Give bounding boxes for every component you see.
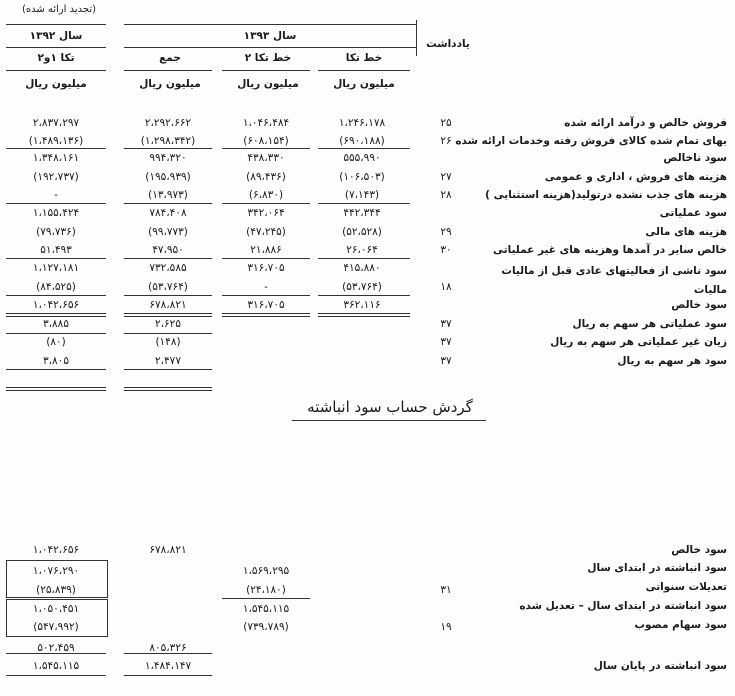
col-1392-value: (۱۹۲،۷۳۷) — [33, 171, 79, 183]
s2-col-total-value: ۶۷۸،۸۲۱ — [149, 544, 187, 556]
note-ref: ۲۷ — [440, 171, 452, 183]
col-1392-value: ۳،۸۸۵ — [43, 318, 69, 330]
rule-s2-final2 — [124, 675, 212, 676]
col-total-value: ۴۷،۹۵۰ — [152, 244, 184, 256]
rule-net — [124, 295, 212, 296]
row-label: سود ناشی از فعالیتهای عادی قبل از مالیات — [501, 265, 727, 277]
s2-col-line2-value: ۱،۵۶۹،۲۹۵ — [242, 565, 290, 577]
box-opening — [6, 560, 108, 598]
col-1392-value: ۵۱،۴۹۳ — [40, 244, 72, 256]
rule-eps — [124, 333, 212, 334]
s2-col-1392-value: ۱،۰۵۰،۴۵۱ — [32, 603, 80, 615]
header-rule-1392 — [6, 24, 106, 25]
col-total-value: (۱۹۵،۹۳۹) — [145, 171, 191, 183]
box-adjusted — [6, 599, 108, 637]
col-1392-value: - — [54, 189, 58, 201]
rule-s2-final — [124, 653, 212, 654]
col-line1-value: (۵۳،۷۶۴) — [342, 281, 382, 293]
col-total-value: ۹۹۴،۳۲۰ — [149, 152, 187, 164]
col-line1-value: (۱۰۶،۵۰۳) — [339, 171, 385, 183]
double-rule-eps — [6, 387, 106, 391]
col-total-value: ۶۷۸،۸۲۱ — [149, 299, 187, 311]
s2-col-total-value: ۱،۴۸۴،۱۴۷ — [144, 660, 192, 672]
col-line2-value: ۳۱۶،۷۰۵ — [247, 299, 285, 311]
col-total-value: (۹۹،۷۷۳) — [148, 226, 188, 238]
rule-s2-adj — [222, 598, 310, 599]
col-line1-value: (۷،۱۴۳) — [344, 189, 380, 201]
subheader-rule-a — [6, 47, 106, 48]
note-ref: ۳۷ — [440, 336, 452, 348]
row-label: هزینه های مالی — [645, 226, 727, 238]
s2-col-line2-value: (۷۳۹،۷۸۹) — [243, 621, 289, 633]
rule-operating — [6, 203, 106, 204]
col-line1-value: ۳۶۲،۱۱۶ — [343, 299, 381, 311]
rule-gross — [6, 148, 106, 149]
header-rule-1393 — [124, 24, 416, 25]
col-total-value: ۲،۲۹۲،۶۶۲ — [144, 117, 192, 129]
unit-rule-d — [318, 70, 410, 71]
rule-net — [318, 295, 410, 296]
s2-row-label: تعدیلات سنواتی — [645, 581, 727, 593]
col-total-value: (۱۴۸) — [155, 336, 181, 348]
double-rule-net — [318, 313, 410, 317]
col-line2-value: ۴۳۸،۳۳۰ — [247, 152, 285, 164]
note-ref: ۲۸ — [440, 189, 452, 201]
col-1392-value: (۸۰) — [46, 336, 66, 348]
note-ref: ۳۷ — [440, 355, 452, 367]
s2-note-ref: ۱۹ — [440, 621, 452, 633]
col-line1-value: ۵۵۵،۹۹۰ — [343, 152, 381, 164]
header-note-col: یادداشت — [426, 38, 470, 50]
col-line1-value: (۵۲،۵۲۸) — [342, 226, 382, 238]
col-total-value: ۲،۴۷۷ — [155, 355, 181, 367]
note-ref: ۲۵ — [440, 117, 452, 129]
row-label: سود عملیاتی هر سهم به ریال — [572, 318, 727, 330]
col-1392-value: ۱،۱۵۵،۴۲۴ — [32, 207, 80, 219]
row-label: فروش خالص و درآمد ارائه شده — [564, 117, 727, 129]
col-total-value: (۵۳،۷۶۴) — [148, 281, 188, 293]
col-line1-value: ۱،۲۴۶،۱۷۸ — [338, 117, 386, 129]
section-title-retained-earnings: گردش حساب سود انباشته — [307, 398, 473, 416]
col-total-value: (۱۳،۹۷۳) — [148, 189, 188, 201]
note-ref: ۱۸ — [440, 281, 452, 293]
row-label: بهای تمام شده کالای فروش رفته وخدمات ارائه شده — [455, 135, 727, 147]
s2-col-1392-value: ۵۰۲،۴۵۹ — [37, 642, 75, 654]
row-label: سود ناخالص — [663, 152, 727, 164]
col-line2-value: (۴۷،۲۴۵) — [246, 226, 286, 238]
unit-rule-c — [222, 70, 310, 71]
s2-row-label: سود انباشته در پایان سال — [593, 660, 727, 672]
s2-row-label: سود خالص — [671, 544, 727, 556]
col-line2-value: (۶،۸۳۰) — [248, 189, 284, 201]
s2-col-1392-value: (۲۵،۸۳۹) — [36, 584, 76, 596]
rule-s2-final2 — [6, 675, 106, 676]
s2-note-ref: ۳۱ — [440, 584, 452, 596]
unit-total: میلیون ریال — [139, 78, 201, 90]
s2-col-total-value: ۸۰۵،۳۲۶ — [149, 642, 187, 654]
col-line2-value: ۲۱،۸۸۶ — [250, 244, 282, 256]
rule-pretax — [222, 258, 310, 259]
col-line2-value: (۶۰۸،۱۵۴) — [243, 135, 289, 147]
col-total-value: ۷۳۲،۵۸۵ — [149, 262, 187, 274]
col-line2-value: (۸۹،۴۳۶) — [246, 171, 286, 183]
rule-gross — [124, 148, 212, 149]
col-line2-value: ۱،۰۴۶،۴۸۴ — [242, 117, 290, 129]
rule-operating — [222, 203, 310, 204]
col-1392-value: (۱،۴۸۹،۱۳۶) — [28, 135, 84, 147]
s2-row-label: سود سهام مصوب — [634, 619, 727, 631]
double-rule-eps — [124, 387, 212, 391]
s2-col-line2-value: ۱،۵۴۵،۱۱۵ — [242, 603, 290, 615]
col-line2-value: - — [264, 281, 268, 293]
double-rule-net — [124, 313, 212, 317]
col-1392-value: ۱،۱۲۷،۱۸۱ — [32, 262, 80, 274]
col-line1-value: (۶۹۰،۱۸۸) — [339, 135, 385, 147]
s2-row-label: سود انباشته در ابتدای سال — [587, 562, 727, 574]
row-label: زیان غیر عملیاتی هر سهم به ریال — [550, 336, 727, 348]
header-year-1392: سال ۱۳۹۲ — [29, 30, 83, 42]
note-ref: ۳۷ — [440, 318, 452, 330]
row-label: سود خالص — [671, 299, 727, 311]
s2-col-1392-value: ۱،۵۴۵،۱۱۵ — [32, 660, 80, 672]
double-rule-net — [6, 313, 106, 317]
rule-eps-total — [124, 369, 212, 370]
subheader-rule-b — [124, 47, 416, 48]
s2-col-line2-value: (۲۴،۱۸۰) — [246, 584, 286, 596]
col-header-taka12: تکا ۱و۲ — [37, 52, 75, 64]
col-total-value: ۲،۶۲۵ — [155, 318, 181, 330]
rule-operating — [318, 203, 410, 204]
rule-eps — [6, 333, 106, 334]
note-ref: ۲۶ — [440, 135, 452, 147]
header-year-1393: سال ۱۳۹۳ — [243, 30, 297, 42]
rule-pretax — [318, 258, 410, 259]
rule-gross — [318, 148, 410, 149]
col-total-value: (۱،۲۹۸،۳۴۲) — [140, 135, 196, 147]
col-line2-value: ۳۱۶،۷۰۵ — [247, 262, 285, 274]
unit-taka12: میلیون ریال — [25, 78, 87, 90]
rule-pretax — [6, 258, 106, 259]
col-1392-value: (۸۴،۵۲۵) — [36, 281, 76, 293]
unit-rule-b — [124, 70, 212, 71]
col-header-total: جمع — [159, 52, 181, 64]
section-title-underline — [292, 420, 486, 421]
rule-gross — [222, 148, 310, 149]
unit-line1: میلیون ریال — [333, 78, 395, 90]
rule-operating — [124, 203, 212, 204]
rule-net — [222, 295, 310, 296]
col-total-value: ۷۸۴،۴۰۸ — [149, 207, 187, 219]
rule-s2-final — [6, 653, 106, 654]
header-vline — [416, 20, 417, 56]
s2-row-label: سود انباشته در ابتدای سال – تعدیل شده — [519, 600, 727, 612]
row-label: خالص سایر در آمدها وهزینه های غیر عملیاتی — [493, 244, 727, 256]
rule-net — [6, 295, 106, 296]
s2-col-1392-value: ۱،۰۷۶،۲۹۰ — [32, 565, 80, 577]
col-1392-value: ۱،۳۴۸،۱۶۱ — [32, 152, 80, 164]
row-label: سود هر سهم به ریال — [617, 355, 727, 367]
row-label: هزینه های جذب نشده درتولید(هزینه استثنایی ) — [485, 189, 727, 201]
col-1392-value: ۱،۰۴۲،۶۵۶ — [32, 299, 80, 311]
row-label: هزینه های فروش ، اداری و عمومی — [544, 171, 727, 183]
rule-eps-total — [6, 369, 106, 370]
note-ref: ۳۰ — [440, 244, 452, 256]
col-header-line1: خط تکا — [345, 52, 383, 64]
col-line2-value: ۳۴۲،۰۶۴ — [247, 207, 285, 219]
row-label: سود عملیاتی — [659, 207, 727, 219]
unit-rule-a — [6, 70, 106, 71]
s2-col-1392-value: (۵۴۷،۹۹۲) — [33, 621, 79, 633]
col-header-line2: خط تکا ۲ — [244, 52, 292, 64]
note-ref: ۲۹ — [440, 226, 452, 238]
row-label: مالیات — [693, 284, 727, 296]
col-1392-value: ۳،۸۰۵ — [43, 355, 69, 367]
unit-line2: میلیون ریال — [237, 78, 299, 90]
rule-pretax — [124, 258, 212, 259]
s2-col-1392-value: ۱،۰۴۲،۶۵۶ — [32, 544, 80, 556]
col-1392-value: (۷۹،۷۳۶) — [36, 226, 76, 238]
double-rule-net — [222, 313, 310, 317]
col-1392-value: ۲،۸۳۷،۲۹۷ — [32, 117, 80, 129]
col-line1-value: ۲۶،۰۶۴ — [346, 244, 378, 256]
restated-note: (تجدید ارائه شده) — [21, 4, 97, 15]
col-line1-value: ۴۱۵،۸۸۰ — [343, 262, 381, 274]
col-line1-value: ۴۴۲،۳۴۴ — [343, 207, 381, 219]
